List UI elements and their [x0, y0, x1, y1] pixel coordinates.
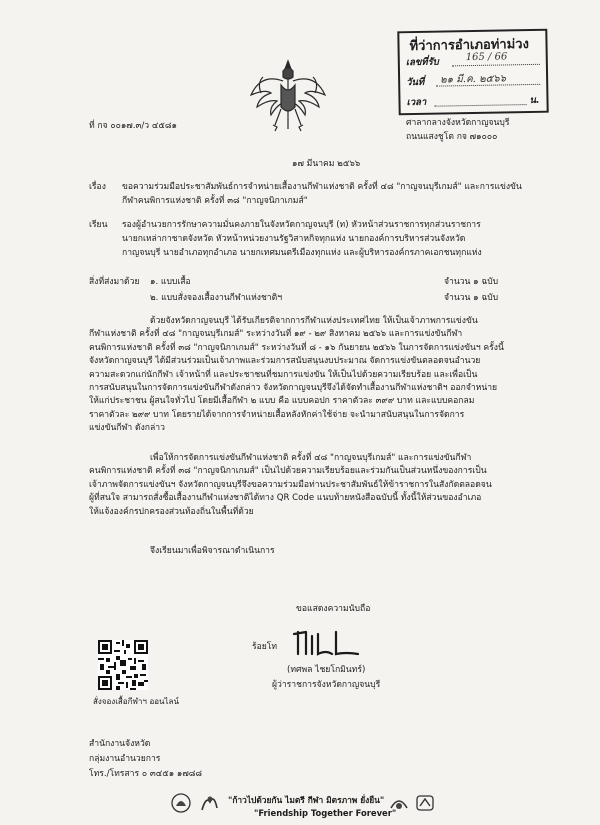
org-address-line2: ถนนแสงชูโต กจ ๗๑๐๐๐ — [406, 132, 498, 142]
enclosure-qty: จำนวน ๑ ฉบับ — [444, 293, 499, 303]
paragraph-line: ด้วยจังหวัดกาญจนบุรี ได้รับเกียรติจากการกีฬาแห่งประเทศไทย ให้เป็นเจ้าภาพการแข่งขัน — [150, 316, 478, 326]
footer-slogan-thai: "ก้าวไปด้วยกัน ไมตรี กีฬา มิตรภาพ ยั่งยืน" — [228, 795, 385, 805]
regards-text: ขอแสดงความนับถือ — [296, 604, 371, 614]
enclosure-label: สิ่งที่ส่งมาด้วย — [89, 277, 140, 287]
org-address-line1: ศาลากลางจังหวัดกาญจนบุรี — [406, 118, 510, 128]
office-line1: สำนักงานจังหวัด — [89, 739, 151, 749]
stamp-time-suffix: น. — [529, 94, 540, 107]
stamp-time-line — [434, 93, 526, 107]
body-paragraph-2 — [89, 452, 492, 519]
paragraph-line: ราคาตัวละ ๒๙๙ บาท โดยรายได้จากการจำหน่ายเสื้อหลังหักค่าใช้จ่าย จะนำมาสนับสนุนในการจัดการ — [89, 409, 465, 420]
sports-authority-logo-icon — [414, 792, 436, 814]
paragraph-line: จังหวัดกาญจนบุรี ได้มีส่วนร่วมเป็นเจ้าภาพและร่วมการสนับสนุนงบประมาณ จัดการแข่งขันตลอดจนอำนวย — [89, 356, 481, 367]
stamp-receive-no-value: 165 / 66 — [465, 51, 508, 64]
stamp-date-value: ๒๑ มี.ค. ๒๕๖๖ — [440, 73, 507, 86]
paragraph-line: แข่งขันกีฬา ดังกล่าว — [89, 423, 165, 434]
games-mascot-logo-icon — [198, 792, 220, 814]
paragraph-line: เจ้าภาพจัดการแข่งขันฯ จังหวัดกาญจนบุรีจึงขอความร่วมมือท่านประชาสัมพันธ์ให้ข้าราชการในสังกัดตลอดจน — [89, 479, 492, 490]
subject-label: เรื่อง — [89, 182, 106, 192]
closing-request: จึงเรียนมาเพื่อพิจารณาดำเนินการ — [150, 546, 275, 556]
paragraph-line: เพื่อให้การจัดการแข่งขันกีฬาแห่งชาติ ครั้งที่ ๔๘ "กาญจนบุรีเกมส์" และการแข่งขันกีฬา — [150, 453, 472, 463]
subject-line2: กีฬาคนพิการแห่งชาติ ครั้งที่ ๓๘ "กาญจนิกาเกมส์" — [122, 196, 308, 206]
qr-caption: สั่งจองเสื้อกีฬาฯ ออนไลน์ — [93, 697, 179, 706]
document-date: ๑๗ มีนาคม ๒๕๖๖ — [292, 159, 361, 169]
para-games-logo-icon — [388, 792, 410, 814]
enclosure-item: ๑. แบบเสื้อ — [150, 277, 191, 287]
stamp-time-label: เวลา — [406, 96, 427, 109]
handwritten-signature-icon — [292, 628, 362, 658]
signer-rank: ร้อยโท — [252, 642, 278, 652]
received-stamp — [397, 29, 548, 116]
recipient-line3: กาญจนบุรี นายอำเภอทุกอำเภอ นายกเทศมนตรีเมืองทุกแห่ง และผู้บริหารองค์กรภาคเอกชนทุกแห่ง — [122, 248, 482, 258]
signer-title: ผู้ว่าราชการจังหวัดกาญจนบุรี — [272, 680, 381, 690]
qr-code-icon[interactable] — [98, 640, 148, 690]
office-line2: กลุ่มงานอำนวยการ — [89, 754, 161, 764]
recipient-line1: รองผู้อำนวยการรักษาความมั่นคงภายในจังหวัดกาญจนบุรี (ท) หัวหน้าส่วนราชการทุกส่วนราชการ — [122, 220, 481, 230]
enclosure-qty: จำนวน ๑ ฉบับ — [444, 277, 499, 287]
stamp-date-label: วันที่ — [406, 76, 425, 89]
document-number: ที่ กจ ๐๐๑๗.๓/ว ๔๕๘๑ — [89, 121, 177, 131]
stamp-receive-no-label: เลขที่รับ — [405, 56, 439, 69]
paragraph-line: การสนับสนุนในการจัดการแข่งขันกีฬาดังกล่าว จังหวัดกาญจนบุรีจึงได้จัดทำเสื้องานกีฬาแห่งชาติฯ ออกจำหน่าย — [89, 383, 498, 394]
footer-slogan-english: "Friendship Together Forever" — [254, 808, 397, 818]
office-phone: โทร./โทรสาร ๐ ๓๔๕๑ ๑๗๘๘ — [89, 769, 203, 779]
garuda-emblem-icon — [247, 55, 329, 137]
paragraph-line: ให้แก่ประชาชน ผู้สนใจทั่วไป โดยมีเสื้อกีฬา ๒ แบบ คือ แบบคอปก ราคาตัวละ ๓๙๙ บาท และแบบคอกลม — [89, 396, 475, 407]
body-paragraph-1 — [89, 315, 504, 436]
recipient-label: เรียน — [89, 220, 108, 230]
paragraph-line: ผู้ที่สนใจ สามารถสั่งซื้อเสื้องานกีฬาแห่งชาติได้ทาง QR Code แนบท้ายหนังสือฉบับนี้ ทั้งนี้ให้ส่วนของอำเภอ — [89, 493, 482, 504]
recipient-line2: นายกเหล่ากาชาดจังหวัด หัวหน้าหน่วยงานรัฐวิสาหกิจทุกแห่ง นายกองค์การบริหารส่วนจังหวัด — [122, 234, 466, 244]
paragraph-line: คนพิการแห่งชาติ ครั้งที่ ๓๘ "กาญจนิกาเกมส์" เป็นไปด้วยความเรียบร้อยและร่วมกันเป็นส่วนหนึ่งของการเป็น — [89, 466, 487, 477]
paragraph-line: กีฬาแห่งชาติ ครั้งที่ ๔๘ "กาญจนบุรีเกมส์" ระหว่างวันที่ ๑๙ - ๒๙ สิงหาคม ๒๕๖๖ และการแข่งขันกีฬา — [89, 329, 463, 340]
enclosure-item: ๒. แบบสั่งจองเสื้องานกีฬาแห่งชาติฯ — [150, 293, 283, 303]
paragraph-line: ให้แจ้งองค์กรปกครองส่วนท้องถิ่นในพื้นที่ด้วย — [89, 506, 254, 517]
stamp-title: ที่ว่าการอำเภอท่าม่วง — [409, 37, 530, 55]
paragraph-line: คนพิการแห่งชาติ ครั้งที่ ๓๘ "กาญจนิกาเกมส์" ระหว่างวันที่ ๘ - ๑๖ กันยายน ๒๕๖๖ ในการจัดการแข่งขันฯ ครั้งนี้ — [89, 342, 504, 353]
paragraph-line: ความสะดวกแก่นักกีฬา เจ้าหน้าที่ และประชาชนที่ชมการแข่งขัน ให้เป็นไปด้วยความเรียบร้อย และเพื่อเป็น — [89, 369, 478, 380]
subject-line1: ขอความร่วมมือประชาสัมพันธ์การจำหน่ายเสื้องานกีฬาแห่งชาติ ครั้งที่ ๔๘ "กาญจนบุรีเกมส์" และการแข่งขัน — [122, 182, 522, 192]
provincial-logo-icon — [170, 792, 192, 814]
signer-name: (ทศพล ไชยโกมินทร์) — [287, 665, 366, 675]
